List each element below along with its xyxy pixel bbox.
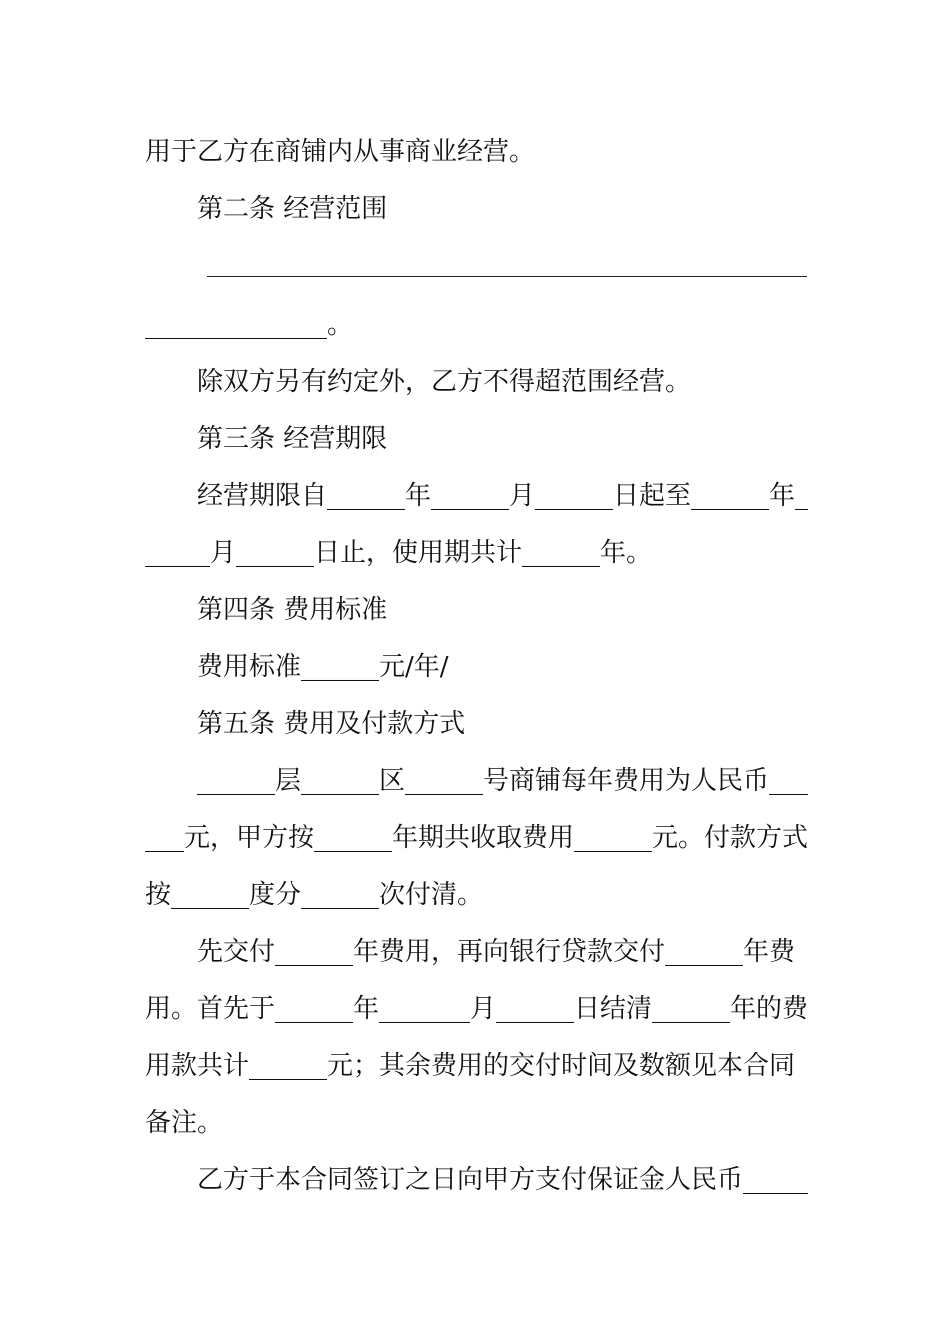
- paragraph-installment-line-2: 用。首先于______年_______月______日结清______年的费: [145, 994, 809, 1024]
- paragraph-payment-line-1: ______层______区______号商铺每年费用为人民币___: [197, 766, 809, 796]
- paragraph-payment-line-2: ___元，甲方按______年期共收取费用______元。付款方式: [145, 823, 809, 853]
- paragraph-term-line-2: _____月______日止，使用期共计______年。: [145, 538, 653, 568]
- paragraph-installment-line-1: 先交付______年费用，再向银行贷款交付______年费: [197, 937, 796, 967]
- paragraph-payment-line-3: 按______度分______次付清。: [145, 880, 484, 910]
- paragraph-business-use: 用于乙方在商铺内从事商业经营。: [145, 137, 536, 167]
- paragraph-scope-restriction: 除双方另有约定外，乙方不得超范围经营。: [197, 367, 692, 397]
- article-5-heading: 第五条 费用及付款方式: [197, 709, 466, 739]
- paragraph-installment-line-4: 备注。: [145, 1108, 224, 1138]
- paragraph-fee-standard: 费用标准______元/年/: [197, 652, 449, 682]
- article-2-heading: 第二条 经营范围: [197, 194, 388, 224]
- paragraph-scope-blank: ______________。: [145, 310, 354, 340]
- blank-scope-line: [207, 276, 807, 277]
- article-4-heading: 第四条 费用标准: [197, 595, 388, 625]
- paragraph-deposit-line-1: 乙方于本合同签订之日向甲方支付保证金人民币_____: [197, 1165, 809, 1195]
- paragraph-installment-line-3: 用款共计______元；其余费用的交付时间及数额见本合同: [145, 1051, 796, 1081]
- article-3-heading: 第三条 经营期限: [197, 424, 388, 454]
- paragraph-term-line-1: 经营期限自______年______月______日起至______年_: [197, 481, 809, 511]
